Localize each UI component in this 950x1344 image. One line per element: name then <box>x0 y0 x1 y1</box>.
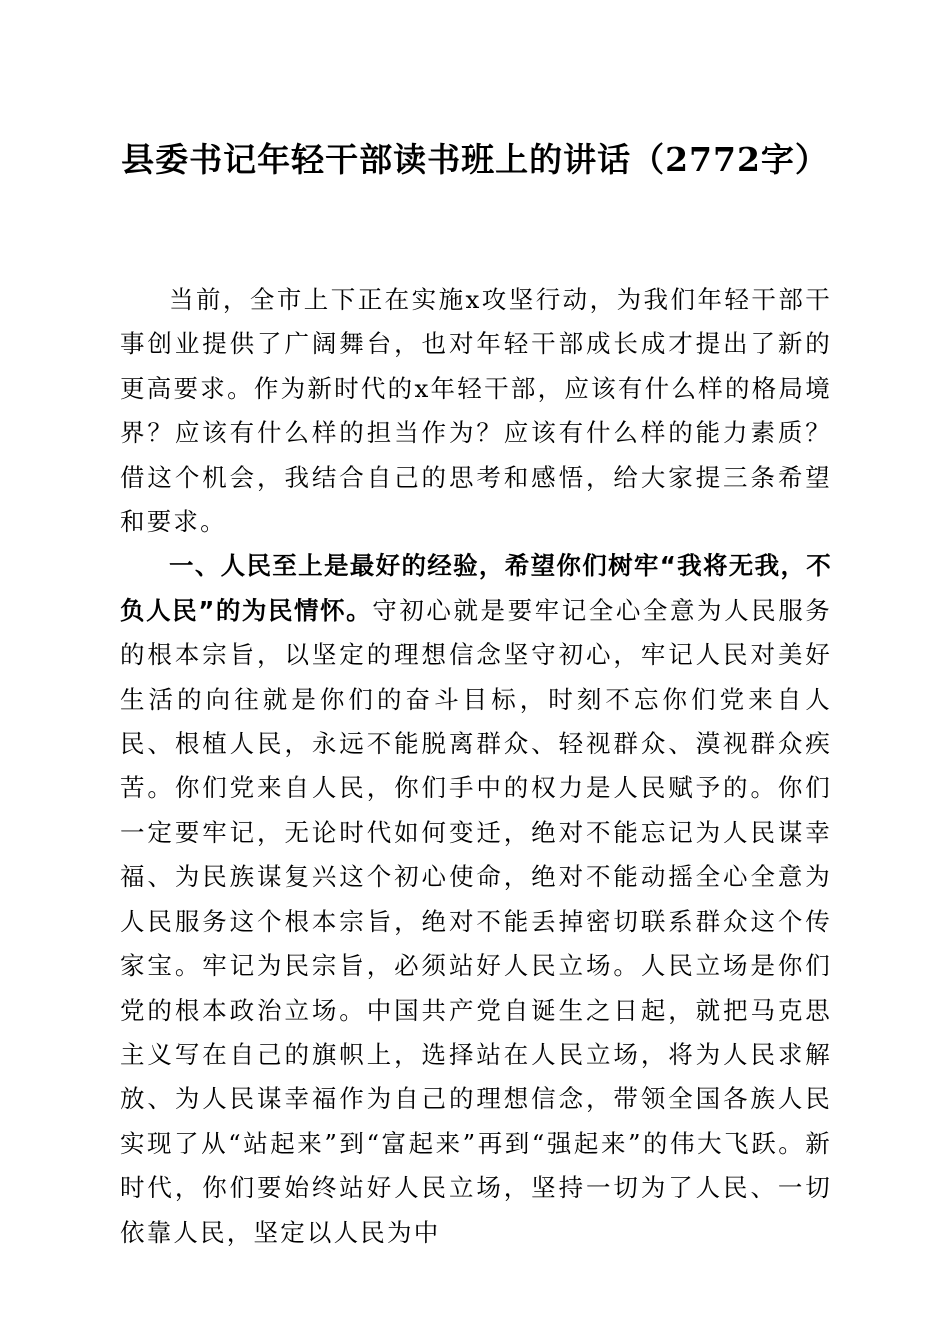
section-one-paragraph <box>120 544 832 1255</box>
section-one-text: 守初心就是要牢记全心全意为人民服务的根本宗旨，以坚定的理想信念坚守初心，牢记人民对美好生活的向往就是你们的奋斗目标，时刻不忘你们党来自人民、根植人民，永远不能脱离群众、轻视群众、漠视群众疾苦。你们党来自人民，你们手中的权力是人民赋予的。你们一定要牢记，无论时代如何变迁，绝对不能忘记为人民谋幸福、为民族谋复兴这个初心使命，绝对不能动摇全心全意为人民服务这个根本宗旨，绝对不能丢掉密切联系群众这个传家宝。牢记为民宗旨，必须站好人民立场。人民立场是你们党的根本政治立场。中国共产党自诞生之日起，就把马克思主义写在自己的旗帜上，选择站在人民立场，将为人民求解放、为人民谋幸福作为自己的理想信念，带领全国各族人民实现了从“站起来”到“富起来”再到“强起来”的伟大飞跃。新时代，你们要始终站好人民立场，坚持一切为了人民、一切依靠人民，坚定以人民为中 <box>120 595 832 1247</box>
section-one-heading: 一、人民至上是最好的经验，希望你们树牢“我将无我，不负人民”的为民情怀。 <box>120 551 832 625</box>
document-body <box>120 278 832 1255</box>
document-title: 县委书记年轻干部读书班上的讲话（2772字） <box>121 140 829 179</box>
intro-paragraph-text: 当前，全市上下正在实施x攻坚行动，为我们年轻干部干事创业提供了广阔舞台，也对年轻干部成长成才提出了新的更高要求。作为新时代的x年轻干部，应该有什么样的格局境界？应该有什么样的担当作为？应该有什么样的能力素质？借这个机会，我结合自己的思考和感悟，给大家提三条希望和要求。 <box>120 285 832 537</box>
intro-paragraph <box>120 278 832 544</box>
